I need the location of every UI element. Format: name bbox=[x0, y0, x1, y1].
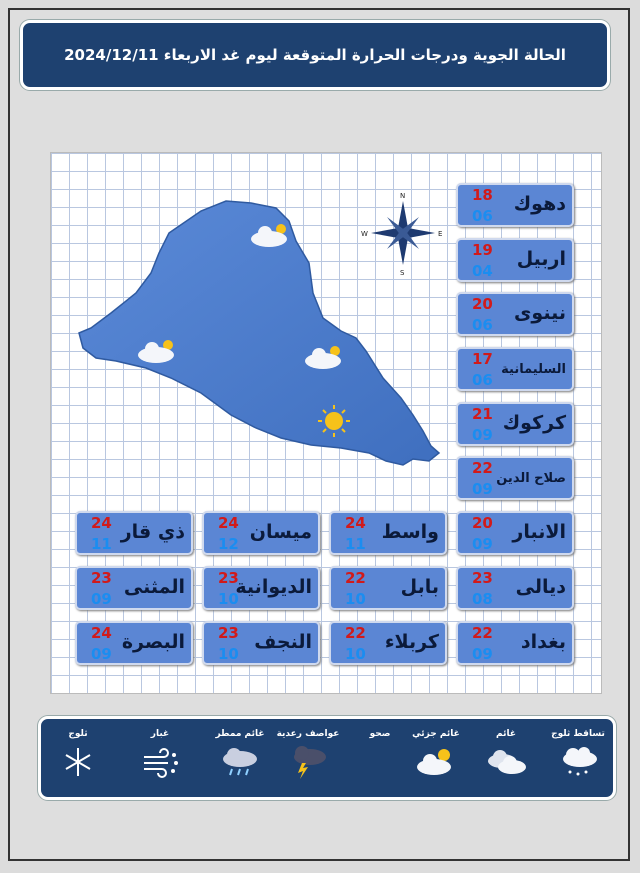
city-name: كربلاء bbox=[384, 631, 439, 653]
city-card-dhiqar bbox=[75, 511, 193, 555]
low-temp: 09 bbox=[91, 645, 112, 663]
low-temp: 09 bbox=[472, 645, 493, 663]
city-name: دهوك bbox=[513, 193, 566, 215]
title-banner bbox=[20, 20, 610, 90]
compass-s: S bbox=[400, 269, 405, 277]
high-temp: 23 bbox=[218, 569, 239, 587]
low-temp: 11 bbox=[91, 535, 112, 553]
city-card-basra bbox=[75, 621, 193, 665]
city-card-salahaldin bbox=[456, 456, 574, 500]
city-name: بابل bbox=[400, 576, 439, 598]
low-temp: 10 bbox=[218, 645, 239, 663]
legend-label: تساقط ثلوج bbox=[551, 729, 605, 739]
city-card-erbil bbox=[456, 238, 574, 282]
low-temp: 09 bbox=[472, 426, 493, 444]
city-card-wasit bbox=[329, 511, 447, 555]
legend-label: غبار bbox=[150, 729, 170, 739]
low-temp: 09 bbox=[91, 590, 112, 608]
low-temp: 08 bbox=[472, 590, 493, 608]
low-temp: 09 bbox=[472, 535, 493, 553]
city-name: الديوانية bbox=[235, 576, 312, 598]
high-temp: 24 bbox=[345, 514, 366, 532]
high-temp: 22 bbox=[345, 624, 366, 642]
legend-label: صحو bbox=[369, 729, 391, 739]
high-temp: 24 bbox=[218, 514, 239, 532]
city-name: النجف bbox=[254, 631, 312, 653]
legend-snowfall bbox=[543, 729, 613, 779]
high-temp: 20 bbox=[472, 514, 493, 532]
rainy-cloud-icon bbox=[218, 745, 262, 779]
city-name: المثنى bbox=[123, 576, 185, 598]
legend-cloudy bbox=[471, 729, 541, 779]
city-card-babil bbox=[329, 566, 447, 610]
low-temp: 06 bbox=[472, 207, 493, 225]
high-temp: 22 bbox=[472, 624, 493, 642]
high-temp: 24 bbox=[91, 624, 112, 642]
thunderstorm-icon bbox=[286, 745, 330, 779]
city-name: نينوى bbox=[514, 302, 566, 324]
low-temp: 10 bbox=[218, 590, 239, 608]
low-temp: 09 bbox=[472, 480, 493, 498]
high-temp: 17 bbox=[472, 350, 493, 368]
city-card-diwaniyah bbox=[202, 566, 320, 610]
city-name: صلاح الدين bbox=[496, 471, 566, 486]
city-card-diyala bbox=[456, 566, 574, 610]
high-temp: 19 bbox=[472, 241, 493, 259]
high-temp: 18 bbox=[472, 186, 493, 204]
cloudy-icon bbox=[484, 745, 528, 779]
city-name: ذي قار bbox=[120, 521, 185, 543]
high-temp: 21 bbox=[472, 405, 493, 423]
city-name: واسط bbox=[381, 521, 439, 543]
compass-n: N bbox=[400, 192, 406, 200]
city-card-karbala bbox=[329, 621, 447, 665]
high-temp: 23 bbox=[472, 569, 493, 587]
city-name: كركوك bbox=[502, 412, 566, 434]
city-card-sulaymaniyah bbox=[456, 347, 574, 391]
high-temp: 20 bbox=[472, 295, 493, 313]
legend-rainy bbox=[205, 729, 275, 779]
snowflake-icon bbox=[56, 745, 100, 779]
city-name: السليمانية bbox=[501, 362, 566, 377]
weather-legend bbox=[38, 716, 616, 800]
low-temp: 04 bbox=[472, 262, 493, 280]
snowfall-cloud-icon bbox=[556, 745, 600, 779]
compass-w: W bbox=[361, 230, 368, 238]
high-temp: 23 bbox=[218, 624, 239, 642]
legend-label: غائم جزئي bbox=[412, 729, 460, 739]
legend-label: غائم bbox=[496, 729, 516, 739]
high-temp: 22 bbox=[472, 459, 493, 477]
city-name: اربيل bbox=[516, 248, 566, 270]
legend-label: غائم ممطر bbox=[215, 729, 265, 739]
legend-thunderstorm bbox=[273, 729, 343, 779]
legend-label: ثلوج bbox=[68, 729, 88, 739]
partly-cloudy-icon bbox=[414, 745, 458, 779]
high-temp: 23 bbox=[91, 569, 112, 587]
city-card-maysan bbox=[202, 511, 320, 555]
high-temp: 22 bbox=[345, 569, 366, 587]
low-temp: 12 bbox=[218, 535, 239, 553]
city-card-najaf bbox=[202, 621, 320, 665]
compass-e: E bbox=[438, 230, 443, 238]
legend-dust bbox=[125, 729, 195, 779]
low-temp: 10 bbox=[345, 590, 366, 608]
page-title: الحالة الجوية ودرجات الحرارة المتوقعة ليوم غد الاربعاء 2024/12/11 bbox=[64, 46, 566, 64]
city-name: بغداد bbox=[520, 631, 566, 653]
city-card-muthanna bbox=[75, 566, 193, 610]
low-temp: 10 bbox=[345, 645, 366, 663]
high-temp: 24 bbox=[91, 514, 112, 532]
low-temp: 06 bbox=[472, 316, 493, 334]
legend-label: عواصف رعدية bbox=[276, 729, 340, 739]
city-card-anbar bbox=[456, 511, 574, 555]
city-name: ميسان bbox=[249, 521, 312, 543]
city-name: الانبار bbox=[512, 521, 566, 543]
compass-rose-icon bbox=[361, 192, 442, 277]
city-card-dohuk bbox=[456, 183, 574, 227]
city-name: ديالى bbox=[515, 576, 566, 598]
city-name: البصرة bbox=[121, 631, 185, 653]
low-temp: 06 bbox=[472, 371, 493, 389]
city-card-kirkuk bbox=[456, 402, 574, 446]
city-card-baghdad bbox=[456, 621, 574, 665]
legend-clear bbox=[345, 729, 415, 739]
dust-icon bbox=[138, 745, 182, 779]
city-card-nineveh bbox=[456, 292, 574, 336]
low-temp: 11 bbox=[345, 535, 366, 553]
legend-snow bbox=[43, 729, 113, 779]
